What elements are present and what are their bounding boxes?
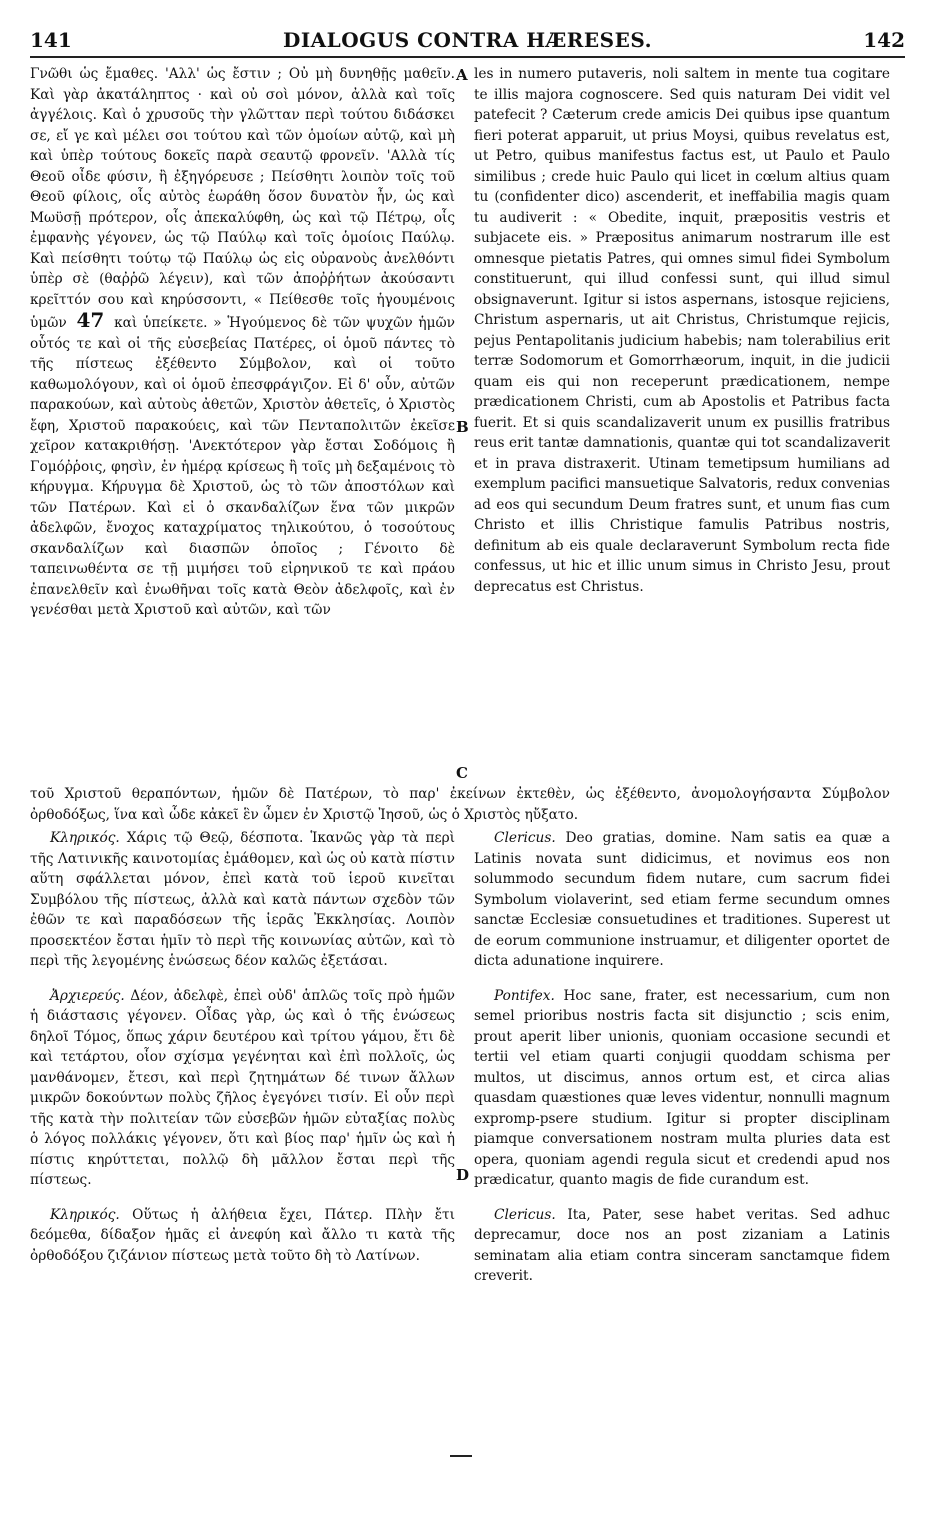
margin-letter-c: C	[456, 764, 468, 782]
footer-dash	[450, 1455, 472, 1457]
margin-letter-d: D	[456, 1166, 470, 1184]
latin-paragraph: les in numero putaveris, noli saltem in mente tua cogitare te illis majora cognoscere. Sed quis naturam Dei vidit vel patefecit ? Cæterum crede amicis Dei quibus ipse quantum fieri poterat apparuit, ut prius Moysi, quibus revelatus est, ut Petro, quibus manifestus factus est, ut Paulo et Paulo similibus ; crede huic Paulo qui licet in cœlum altius quam tu (confidenter dico) ascenderit, et ineffabilia magis quam tu audiverit : « Obedite, inquit, præpositis vestris et subjacete eis. » Præpositus animarum nostrarum ille est omnesque pietatis Patres, qui omnes simul fidei Symbolum constituerunt, qui illud confessi sunt, qui illud simul obsignaverunt. Igitur si istos aspernans, istosque rejiciens, Christum aspernaris, ut ait Christus, Christumque rejicis, pejus Pentapolitanis judicium habebis; nam tolerabilius erit terræ Sodomorum et Gomorrhæorum, inquit, in die judicii quam eis qui non receperunt prædicationem, nempe prædicationem Christi, cum ab Apostolis et Patribus facta fuerit. Et si quis scandalizaverit unum ex pusillis fratribus reus erit tantæ damnationis, quantæ qui tot scandalizaverit et in prava distraxerit. Utinam temetipsum humilians ad exemplum pacifici mansuetique Salvatoris, redux convenias ad eos qui secundum Deum fratres sunt, et unum fias cum Christo et illis Christique famulis Patribus nostris, definitum ab eis quale declaraverunt Symbolum recta fide confessus, ut hic et illic unum simus in Christo Jesu, prout deprecatus est Christus.	[474, 66, 890, 595]
greek-column-dialogue	[30, 828, 455, 1280]
greek-column-top	[30, 64, 455, 621]
column-number: 142	[863, 28, 905, 52]
dialogue-paragraph	[474, 1205, 890, 1287]
speaker-label: Clericus.	[494, 1206, 556, 1223]
greek-full-width-line: τοῦ Χριστοῦ θεραπόντων, ἡμῶν δὲ Πατέρων, τὸ παρ' ἐκείνων ἐκτεθὲν, ὡς ἐξέθεντο, ἀνομολογήσαντα Σύμβολον ὀρθοδόξως, ἵνα καὶ ὧδε κἀκεῖ ἓν ὦμεν ἐν Χριστῷ Ἰησοῦ, ὡς ὁ Χριστὸς ηὔξατο.	[30, 786, 890, 823]
dialogue-text: Deo gratias, domine. Nam satis ea quæ a Latinis novata sunt didicimus, et novimus eos non solummodo secundum fidem nutare, cum sacrum fidei Symbolum violaverint, sed etiam ferme secundum omnes sanctæ Ecclesiæ consuetudines et traditiones. Superest ut de eorum communione instruamur, et diligenter oportet de dicta adunatione inquirere.	[474, 830, 890, 969]
page-number: 141	[30, 28, 72, 52]
dialogue-text: Χάρις τῷ Θεῷ, δέσποτα. Ἱκανῶς γὰρ τὰ περὶ τῆς Λατινικῆς καινοτομίας ἐμάθομεν, καὶ ὡς οὐ κατὰ πίστιν αὕτη σφάλλεται μόνον, ἐπεὶ κατὰ τοῦ ἱεροῦ κινεῖται Συμβόλου τῆς πίστεως, ἀλλὰ καὶ κατὰ πάντων σχεδὸν τῶν ἐθῶν τε καὶ παραδόσεων τῆς ἱερᾶς Ἐκκλησίας. Λοιπὸν προσεκτέον ἔσται ἡμῖν τὸ περὶ τῆς κοινωνίας αὐτῶν, καὶ τὸ περὶ τῆς λεγομένης ἑνώσεως δέον καλῶς ἐξετάσαι.	[30, 830, 455, 969]
latin-column-top	[474, 64, 890, 597]
greek-paragraph	[30, 64, 455, 621]
greek-text-part2: καὶ ὑπείκετε. » Ἡγούμενος δὲ τῶν ψυχῶν ἡμῶν οὗτός τε καὶ οἱ τῆς εὐσεβείας Πατέρες, οἱ ὁμοῦ πάντες τὸ τῆς πίστεως ἐξέθεντο Σύμβολον, καὶ οἱ τοῦτο καθωμολόγουν, καὶ οἱ ὁμοῦ ἐπεσφράγιζον. Εἰ δ' οὖν, αὐτῶν παρακούων, καὶ αὐτοὺς ἀθετῶν, Χριστὸν ἀθετεῖς, ὁ Χριστὸς ἔφη, Χριστοῦ παρακούεις, καὶ τῶν Πενταπολιτῶν ἐκεῖσε χεῖρον κατακριθήσῃ. 'Ανεκτότερον γὰρ ἔσται Σοδόμοις ἢ Γομόῤῥοις, φησὶν, ἐν ἡμέρᾳ κρίσεως ἢ τοῖς μὴ δεξαμένοις τὸ κήρυγμα. Κήρυγμα δὲ Χριστοῦ, ὡς τὸ τῶν ἀποστόλων καὶ τῶν Πατέρων. Καὶ εἰ ὁ σκανδαλίζων ἕνα τῶν μικρῶν ἀδελφῶν, ἔνοχος καταχρίματος τηλικούτου, ὁ τοσούτους σκανδαλίζων καὶ διασπῶν ὁποῖος ; Γένοιτο δὲ ταπεινωθέντα σε τῇ μιμήσει τοῦ εἰρηνικοῦ τε καὶ πράου ἐπανελθεῖν καὶ ἑνωθῆναι τοῖς κατὰ Θεὸν ἀδελφοῖς, καὶ ἐν γενέσθαι μετὰ Χριστοῦ καὶ αὐτῶν, καὶ τῶν	[30, 315, 455, 618]
marginal-number: 47	[76, 308, 105, 332]
dialogue-paragraph	[30, 986, 455, 1191]
speaker-label: Pontifex.	[494, 987, 555, 1004]
dialogue-text: Hoc sane, frater, est necessarium, cum non semel prioribus nostris facta sit disjunctio ; scis enim, prout aperit liber unionis, quoniam occasione secundi et tertii vel etiam quarti conjugii quoddam schisma per multos, ut discimus, annos ortum est, et circa alias quasdam quæstiones quæ leves videntur, nonnulli magnum expromp-psere studium. Igitur si propter disciplinam piamque conversationem nostram multa pluries data est opera, quoniam agendi regula sicut et credendi apud nos prædicatur, quanto magis de fide curandum est.	[474, 987, 890, 1188]
margin-letter-a: A	[456, 66, 468, 84]
dialogue-paragraph	[30, 1205, 455, 1267]
speaker-label: Κληρικός.	[50, 830, 120, 846]
dialogue-text: Ita, Pater, sese habet veritas. Sed adhuc deprecamur, doce nos an post zizaniam a Latinis seminatam alia etiam contra sinceram sanctamque fidem creverit.	[474, 1206, 890, 1284]
dialogue-paragraph	[474, 828, 890, 972]
dialogue-text: Δέον, ἀδελφὲ, ἐπεὶ οὐδ' ἁπλῶς τοῖς πρὸ ἡμῶν ἡ διάστασις γέγονεν. Οἶδας γὰρ, ὡς καὶ ὁ τῆς ἑνώσεως δηλοῖ Τόμος, ὅπως χάριν δευτέρου καὶ τρίτου γάμου, ἔτι δὲ καὶ τετάρτου, οἷον σχίσμα γεγένηται καὶ ἐπὶ πολλοῖς, ὡς μανθάνομεν, ἔτεσι, καὶ περὶ ζητημάτων δέ τινων ἄλλων μικρῶν δοκούντων πολὺς ζῆλος ἐγεγόνει τισίν. Εἰ οὖν περὶ τῆς κατὰ τὴν πολιτείαν τῶν εὐσεβῶν ἡμῶν εὐταξίας πολὺς ὁ λόγος πολλάκις γέγονεν, ὅτι καὶ βίος παρ' ἡμῖν ὡς καὶ ἡ πίστις κηρύττεται, πολλῷ δὴ μᾶλλον ἔσται περὶ τῆς πίστεως.	[30, 987, 455, 1188]
page-header	[30, 22, 905, 58]
margin-letter-b: B	[456, 418, 469, 436]
dialogue-text: Οὕτως ἡ ἀλήθεια ἔχει, Πάτερ. Πλὴν ἔτι δεόμεθα, δίδαξον ἡμᾶς εἰ ἀνεφύη καὶ ἄλλο τι κατὰ τῆς ὀρθοδόξου ζιζάνιον πίστεως μετὰ τοῦτο δὴ τὸ Λατίνων.	[30, 1206, 455, 1264]
speaker-label: Ἀρχιερεύς.	[50, 987, 125, 1004]
latin-column-dialogue	[474, 828, 890, 1301]
dialogue-paragraph	[30, 828, 455, 972]
greek-text-part1: Γνῶθι ὡς ἔμαθες. 'Αλλ' ὡς ἔστιν ; Οὐ μὴ δυνηθῇς μαθεῖν. Καὶ γὰρ ἀκατάληπτος · καὶ οὐ σοὶ μόνον, ἀλλὰ καὶ τοῖς ἀγγέλοις. Καὶ ὁ χρυσοῦς τὴν γλῶτταν περὶ τούτου διδάσκει σε, εἴ γε καὶ μέλει σοι τούτου καὶ τῶν ὁμοίων αὐτῷ, καὶ μὴ καὶ ὑπὲρ τούτους δοκεῖς παρὰ σεαυτῷ φρονεῖν. 'Αλλὰ τίς Θεοῦ οἶδε φύσιν, ἢ ἐξηγόρευσε ; Πείσθητι λοιπὸν τοῖς τοῦ Θεοῦ φίλοις, οἷς αὐτὸς ἑωράθη ὅσον δυνατὸν ἦν, ὡς καὶ Μωϋσῇ πρότερον, οἷς ἀπεκαλύφθη, ὡς καὶ τῷ Πέτρῳ, οἷς ἐμφανὴς γέγονεν, ὡς τῷ Παύλῳ καὶ τοῖς ὁμοίοις Παύλῳ. Καὶ πείσθητι τούτῳ τῷ Παύλῳ ὡς εἰς οὐρανοὺς ἀνελθόντι ὑπὲρ σὲ (θαῤῥῶ λέγειν), καὶ τῶν ἀποῤῥήτων ἀκούσαντι κρεῖττόν σου καὶ κηρύσσοντι, « Πείθεσθε τοῖς ἡγουμένοις ὑμῶν	[30, 66, 455, 331]
dialogue-paragraph	[474, 986, 890, 1191]
speaker-label: Κληρικός.	[50, 1206, 120, 1223]
running-title: DIALOGUS CONTRA HÆRESES.	[282, 28, 653, 52]
speaker-label: Clericus.	[494, 830, 556, 846]
